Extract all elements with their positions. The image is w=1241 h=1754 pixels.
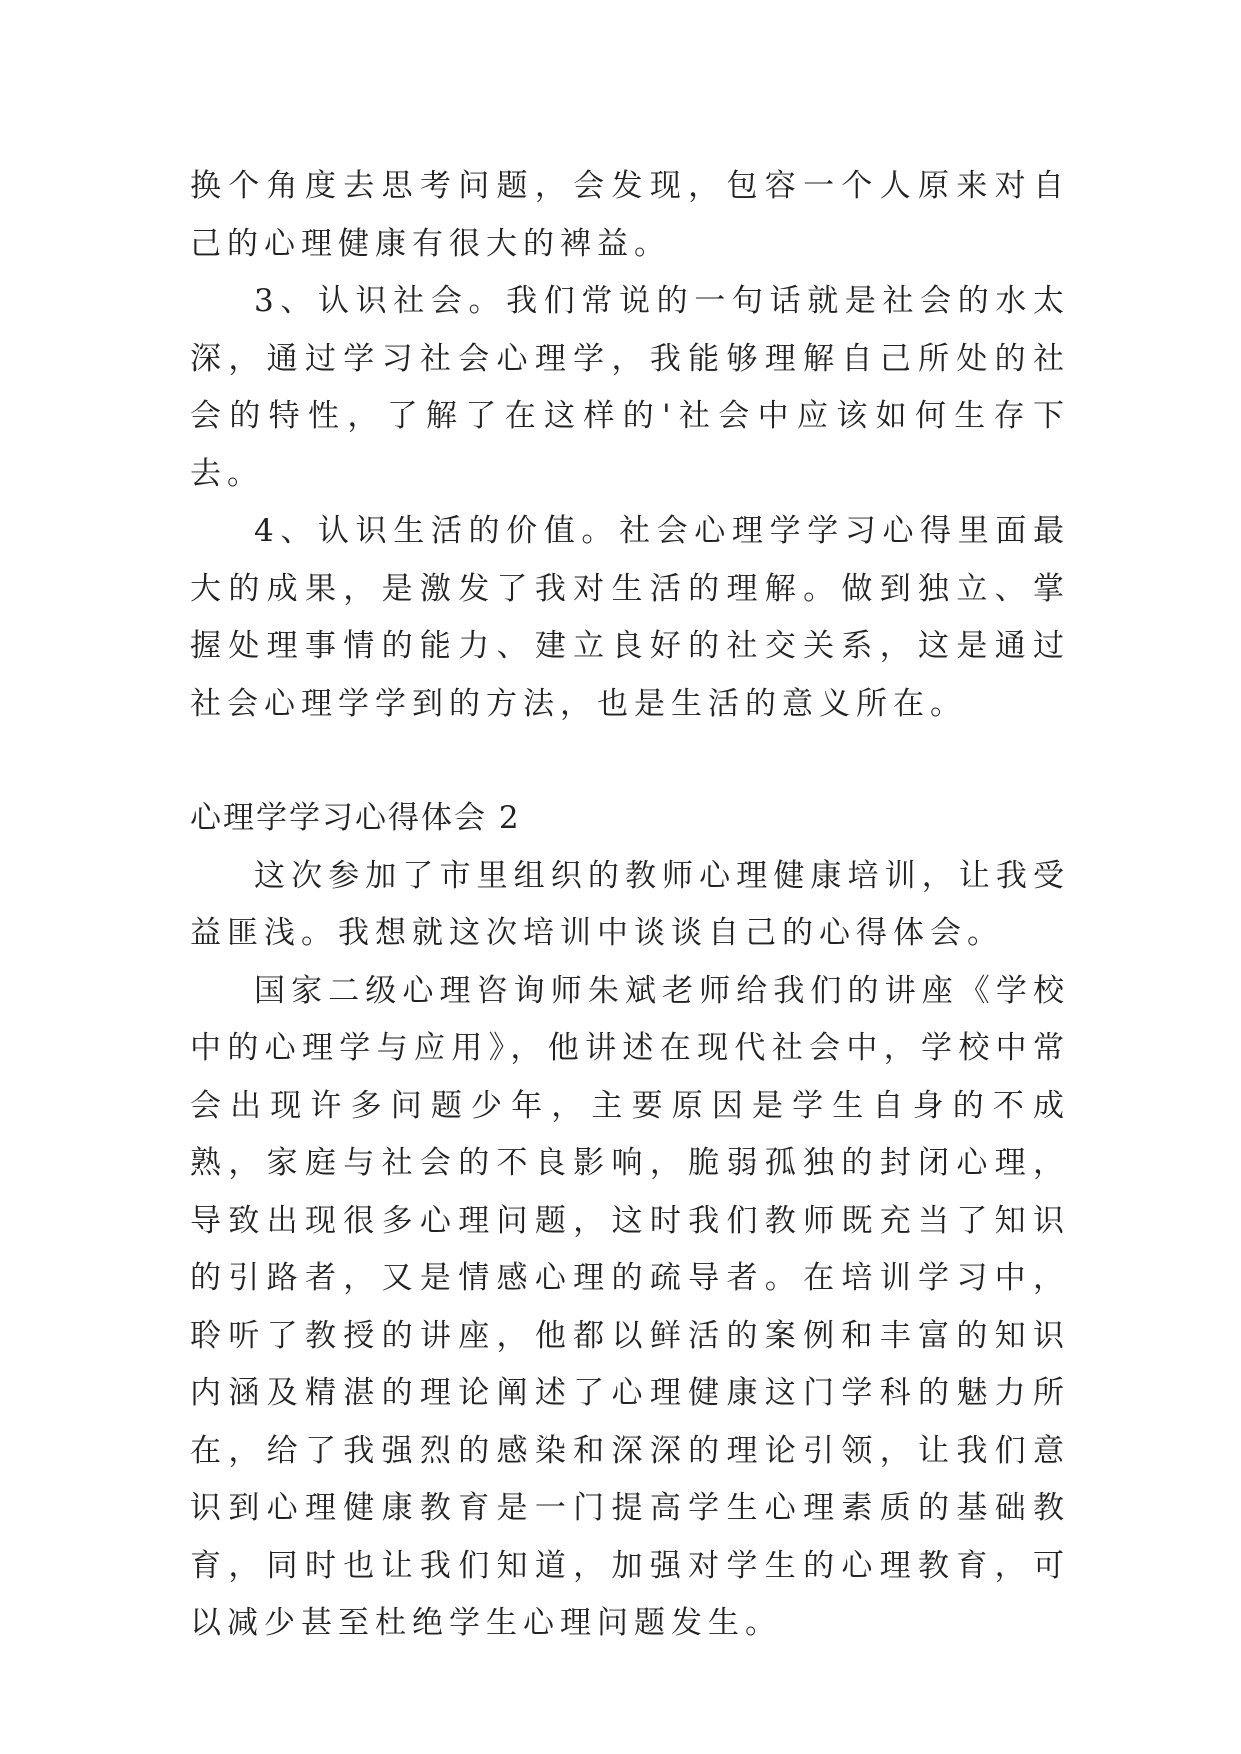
paragraph-intro: 这次参加了市里组织的教师心理健康培训，让我受益匪浅。我想就这次培训中谈谈自己的心得体会。 (190, 857, 1070, 951)
section-title: 心理学学习心得体会 2 (190, 800, 521, 836)
paragraph-continued: 换个角度去思考问题，会发现，包容一个人原来对自己的心理健康有很大的裨益。 (190, 168, 1070, 262)
paragraph-lecture: 国家二级心理咨询师朱斌老师给我们的讲座《学校中的心理学与应用》，他讲述在现代社会中，学校中常会出现许多问题少年，主要原因是学生自身的不成熟，家庭与社会的不良影响，脆弱孤独的封闭心理，导致出现很多心理问题，这时我们教师既充当了知识的引路者，又是情感心理的疏导者。在培训学习中，聆听了教授的讲座，他都以鲜活的案例和丰富的知识内涵及精湛的理论阐述了心理健康这门学科的魅力所在，给了我强烈的感染和深深的理论引领，让我们意识到心理健康教育是一门提高学生心理素质的基础教育，同时也让我们知道，加强对学生的心理教育，可以减少甚至杜绝学生心理问题发生。 (190, 972, 1070, 1641)
paragraph-point-4: 4、认识生活的价值。社会心理学学习心得里面最大的成果，是激发了我对生活的理解。做到独立、掌握处理事情的能力、建立良好的社交关系，这是通过社会心理学学到的方法，也是生活的意义所在。 (190, 513, 1070, 722)
paragraph-point-3: 3、认识社会。我们常说的一句话就是社会的水太深，通过学习社会心理学，我能够理解自己所处的社会的特性，了解了在这样的'社会中应该如何生存下去。 (190, 283, 1070, 492)
document-body (190, 158, 1070, 1653)
